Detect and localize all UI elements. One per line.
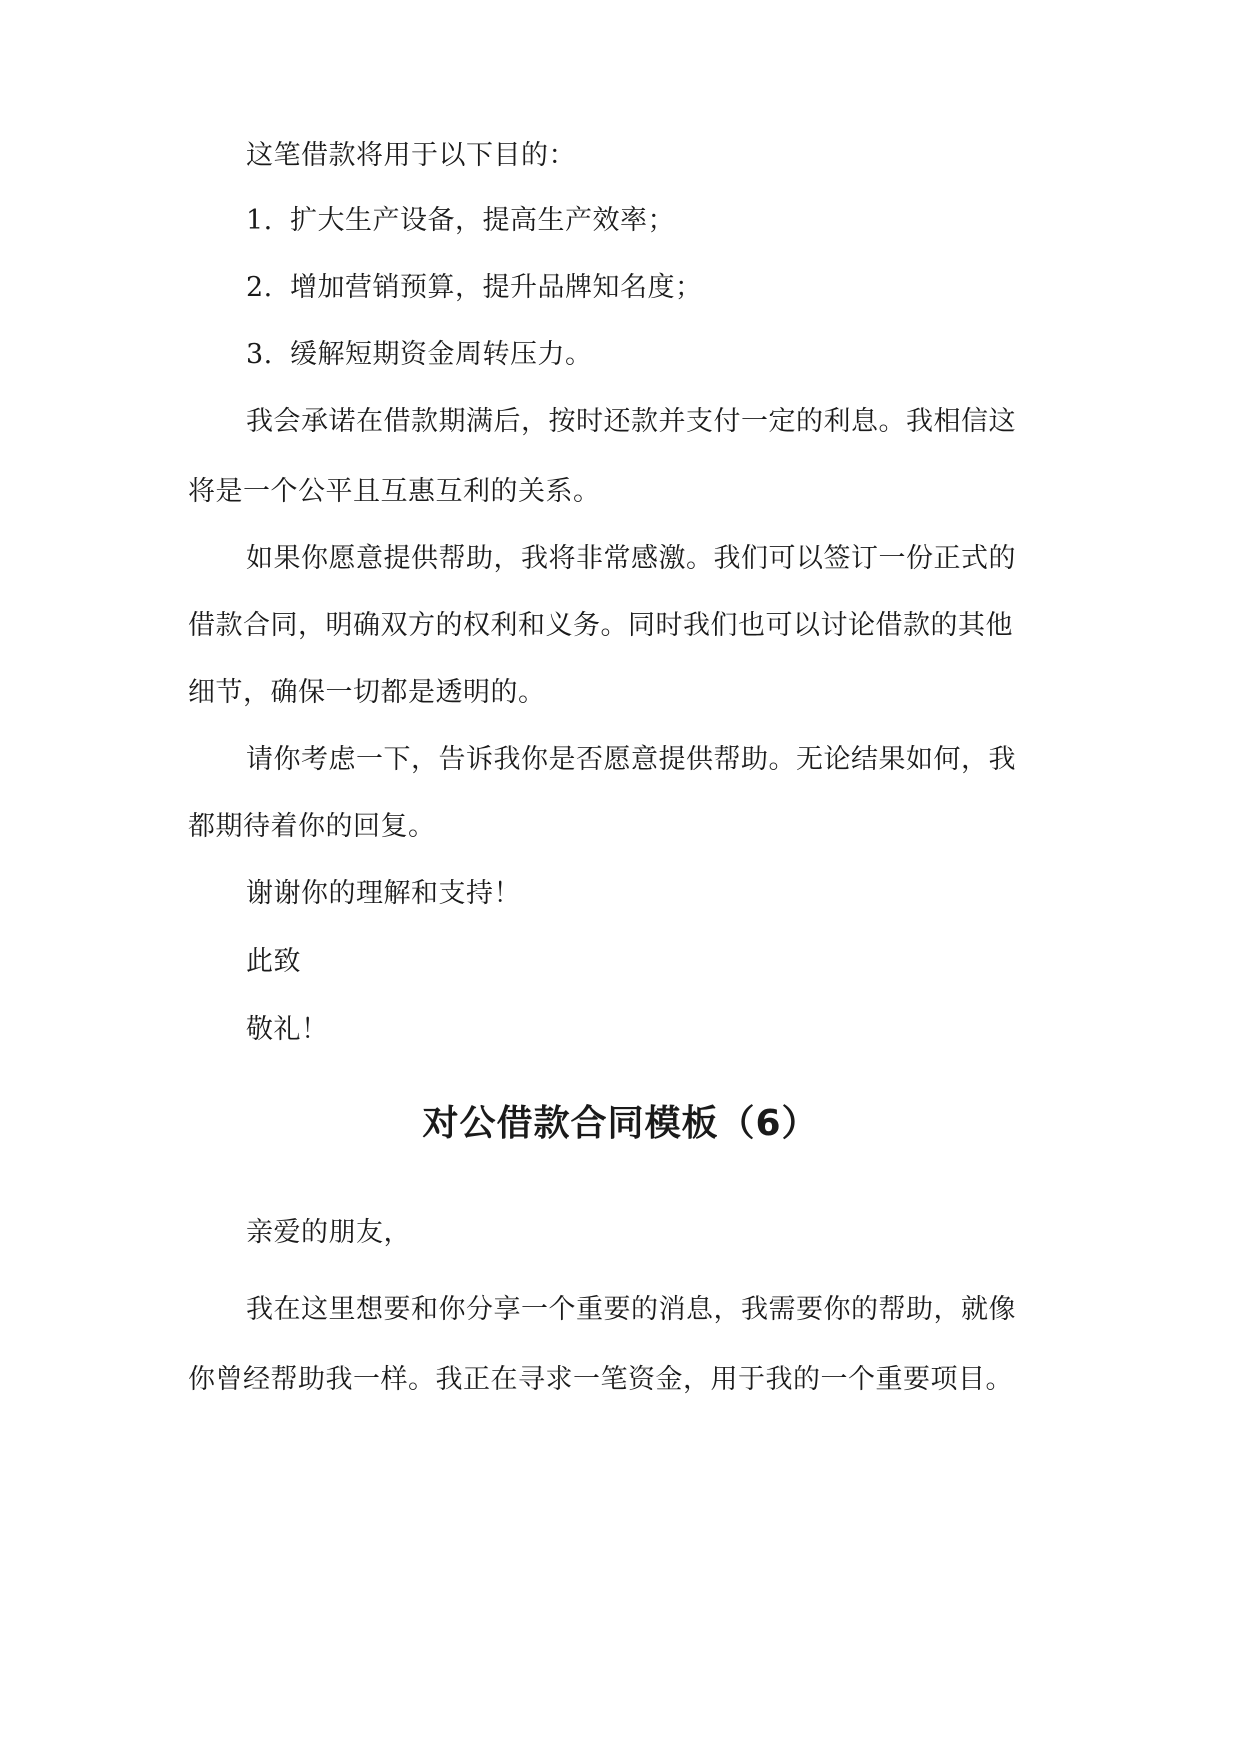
paragraph-line: 我在这里想要和你分享一个重要的消息，我需要你的帮助，就像 (246, 1294, 1016, 1325)
paragraph-line: 我会承诺在借款期满后，按时还款并支付一定的利息。我相信这 (246, 406, 1016, 437)
list-text: 缓解短期资金周转压力。 (290, 339, 593, 370)
section-title: 对公借款合同模板（6） (422, 1103, 819, 1144)
paragraph-line: 借款合同，明确双方的权利和义务。同时我们也可以讨论借款的其他 (188, 610, 1013, 641)
closing-line: 敬礼！ (246, 1014, 329, 1045)
list-item (246, 337, 593, 373)
thanks-line: 谢谢你的理解和支持！ (246, 878, 521, 909)
list-number: 1. (246, 205, 273, 236)
paragraph-line: 请你考虑一下，告诉我你是否愿意提供帮助。无论结果如何，我 (246, 744, 1016, 775)
paragraph-line: 都期待着你的回复。 (188, 811, 436, 842)
list-number: 2. (246, 272, 273, 303)
purpose-intro: 这笔借款将用于以下目的： (246, 140, 576, 171)
list-text: 增加营销预算，提升品牌知名度； (290, 272, 703, 303)
paragraph-line: 细节，确保一切都是透明的。 (188, 677, 546, 708)
list-item (246, 270, 703, 306)
paragraph-line: 你曾经帮助我一样。我正在寻求一笔资金，用于我的一个重要项目。 (188, 1364, 1013, 1395)
greeting-line: 亲爱的朋友， (246, 1217, 411, 1248)
paragraph-line: 如果你愿意提供帮助，我将非常感激。我们可以签订一份正式的 (246, 543, 1016, 574)
list-number: 3. (246, 339, 273, 370)
list-text: 扩大生产设备，提高生产效率； (290, 205, 675, 236)
list-item (246, 203, 675, 239)
paragraph-line: 将是一个公平且互惠互利的关系。 (188, 476, 601, 507)
closing-line: 此致 (246, 946, 301, 977)
